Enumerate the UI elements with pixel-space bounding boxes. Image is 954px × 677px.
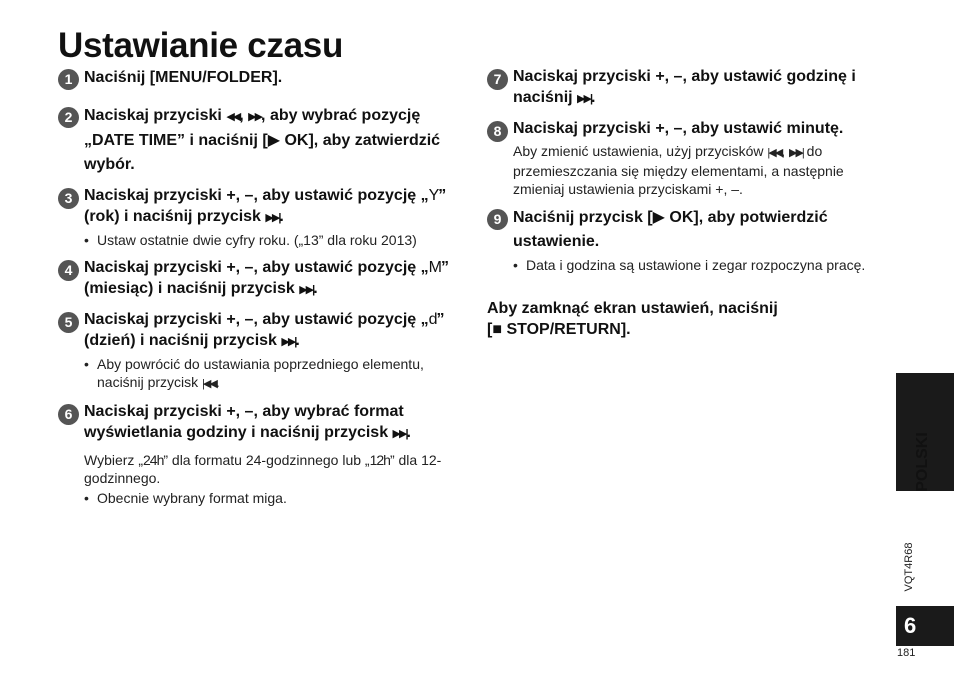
stop-icon: ■ [492, 321, 502, 338]
note-text: do przemieszczania się między elementami, a następnie zmieniaj ustawienia przyciskami +, –. [513, 143, 844, 197]
play-icon: ▶ [267, 132, 281, 149]
step-number: 2 [58, 107, 79, 128]
step-text: Naciskaj przyciski [84, 107, 227, 124]
step-heading [513, 66, 887, 110]
closing-line: Aby zamknąć ekran ustawień, naciśnij [487, 300, 778, 317]
step-text: Naciskaj przyciski +, –, aby wybrać format wyświetlania godziny i naciśnij przycisk [84, 403, 404, 441]
language-label: POLSKI [914, 432, 931, 492]
step-text: . [295, 332, 300, 349]
step-number: 9 [487, 209, 508, 230]
step-text: , aby wybrać pozycję „DATE TIME” i naciśnij [ [84, 107, 421, 149]
step-number: 6 [58, 404, 79, 425]
step-heading [84, 309, 468, 353]
step-heading [84, 401, 468, 445]
step-text: OK], aby zatwierdzić wybór. [84, 132, 441, 173]
segment-display-glyph: 24h [143, 452, 164, 468]
step-number: 8 [487, 121, 508, 142]
step-3 [58, 185, 468, 249]
note-text: ” dla formatu 24-godzinnego lub „ [163, 452, 370, 468]
step-heading [513, 206, 887, 254]
skip-forward-icon: ▶▶| [281, 336, 296, 348]
closing-text: [ [487, 321, 493, 338]
segment-display-glyph: M [428, 259, 441, 276]
step-text: Naciskaj przyciski +, –, aby ustawić pozycję „ [84, 259, 429, 276]
step-heading: Naciśnij [MENU/FOLDER]. [84, 69, 283, 86]
play-icon: ▶ [652, 209, 665, 226]
step-number: 5 [58, 312, 79, 333]
note-text: ” dla 12-godzinnego. [84, 452, 442, 486]
step-number: 4 [58, 260, 79, 281]
step-number: 3 [58, 188, 79, 209]
skip-back-icon: |◀◀ [767, 147, 782, 159]
step-note [84, 451, 468, 487]
step-text: ” (dzień) i naciśnij przycisk [84, 311, 445, 349]
step-8 [487, 118, 887, 198]
skip-back-icon: |◀◀ [202, 378, 216, 390]
note-text: , [781, 143, 789, 159]
step-text: . [313, 280, 318, 297]
right-column [487, 66, 887, 340]
skip-forward-icon: ▶▶| [392, 428, 407, 440]
step-9 [487, 206, 887, 274]
closing-instruction [487, 298, 887, 340]
step-bullet: • Data i godzina są ustawione i zegar rozpoczyna pracę. [513, 256, 887, 274]
segment-display-glyph: 12h [369, 452, 390, 468]
step-text: . [406, 424, 411, 441]
bullet-text: Aby powrócić do ustawiania poprzedniego elementu, naciśnij przycisk [97, 356, 424, 390]
step-text: Naciskaj przyciski +, –, aby ustawić pozycję „ [84, 187, 429, 204]
step-6 [58, 401, 468, 507]
step-text: Naciskaj przyciski +, –, aby ustawić godzinę i naciśnij [513, 68, 856, 106]
note-text: Wybierz „ [84, 452, 143, 468]
sub-page-number: 181 [897, 647, 916, 659]
fast-forward-icon: ▶▶ [248, 111, 262, 123]
note-text: Aby zmienić ustawienia, użyj przycisków [513, 143, 768, 159]
step-bullet: • Ustaw ostatnie dwie cyfry roku. („13” dla roku 2013) [84, 231, 468, 249]
step-1 [58, 66, 468, 90]
closing-line [487, 319, 887, 340]
step-text: OK], aby potwierdzić ustawienie. [513, 209, 828, 250]
segment-display-glyph: d [428, 311, 437, 328]
skip-forward-icon: ▶▶| [577, 93, 592, 105]
step-text: ” (rok) i naciśnij przycisk [84, 187, 447, 225]
closing-text: STOP/RETURN]. [502, 321, 631, 338]
step-text: . [279, 208, 284, 225]
step-text: , [239, 107, 249, 124]
step-heading [84, 104, 468, 177]
segment-display-glyph: Y [428, 187, 439, 204]
step-7 [487, 66, 887, 110]
step-2 [58, 104, 468, 177]
skip-forward-icon: ▶▶| [788, 147, 803, 159]
step-heading [84, 185, 468, 229]
step-note [513, 142, 887, 198]
step-number: 7 [487, 69, 508, 90]
step-heading: Naciskaj przyciski +, –, aby ustawić minutę. [513, 120, 844, 137]
rewind-icon: ◀◀ [226, 111, 240, 123]
model-code: VQT4R68 [903, 542, 915, 592]
step-5 [58, 309, 468, 393]
page-number: 6 [896, 606, 954, 646]
step-text: ” (miesiąc) i naciśnij przycisk [84, 259, 449, 297]
step-number: 1 [58, 69, 79, 90]
step-text: Naciśnij przycisk [ [513, 209, 653, 226]
step-heading [84, 257, 468, 301]
page-title: Ustawianie czasu [58, 26, 344, 65]
bullet-text: . [215, 374, 220, 390]
left-column [58, 66, 468, 515]
step-bullet: • Obecnie wybrany format miga. [84, 489, 468, 507]
step-text: . [591, 89, 596, 106]
step-4 [58, 257, 468, 301]
step-text: Naciskaj przyciski +, –, aby ustawić pozycję „ [84, 311, 429, 328]
skip-forward-icon: ▶▶| [299, 284, 314, 296]
step-bullet [84, 355, 468, 393]
skip-forward-icon: ▶▶| [265, 212, 280, 224]
